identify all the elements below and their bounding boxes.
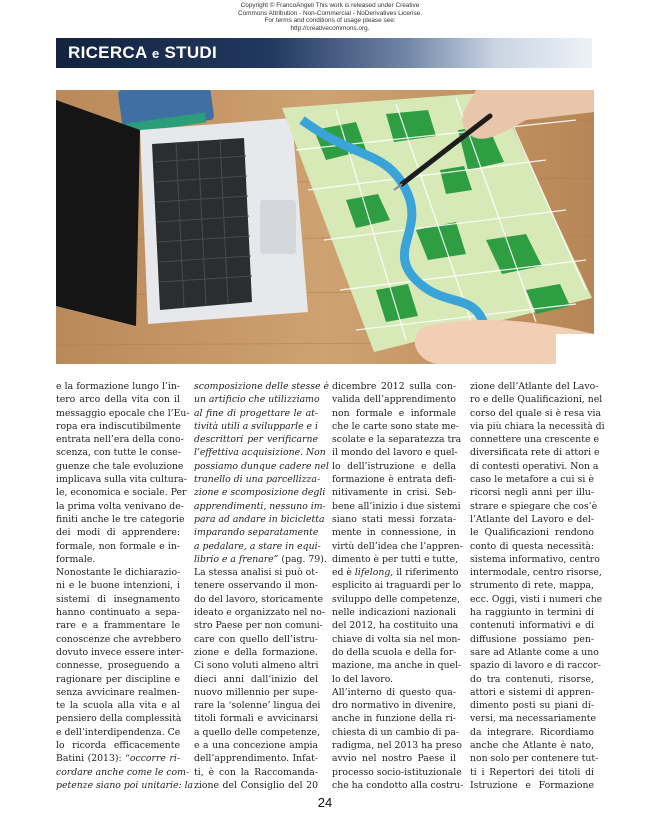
text-line bbox=[470, 593, 603, 606]
body-text: caso le metafore a cui si è bbox=[470, 474, 594, 486]
text-line bbox=[56, 513, 185, 526]
text-line bbox=[56, 433, 184, 446]
body-text: da integrare. Ricordiamo bbox=[470, 726, 594, 738]
body-text: do del lavoro, storicamente bbox=[194, 593, 324, 605]
body-text: dicembre 2012 sulla con- bbox=[332, 381, 456, 392]
body-text: sviluppo delle competenze, bbox=[332, 593, 460, 605]
body-text: Batini (2013): bbox=[56, 753, 126, 765]
text-line bbox=[194, 766, 318, 779]
text-line bbox=[470, 659, 601, 672]
body-text: zione e della formazione. bbox=[194, 646, 318, 658]
copyright-line: http://creativecommons.org. bbox=[290, 24, 370, 32]
body-text: ideato e organizzato nel no- bbox=[194, 607, 325, 619]
body-text: mente in connessione, in bbox=[332, 527, 456, 539]
text-line bbox=[332, 752, 456, 765]
body-text: valida dell’apprendimento bbox=[332, 394, 456, 406]
body-text: che ha condotto alla costru- bbox=[332, 779, 464, 791]
text-line bbox=[470, 779, 594, 792]
italic-text: al fine di progettare le at- bbox=[194, 407, 318, 419]
body-text: scenza, con tutte le conse- bbox=[56, 447, 181, 459]
body-text: scolate e la separatezza tra bbox=[332, 434, 462, 446]
text-line bbox=[56, 593, 180, 606]
desk-map-illustration bbox=[56, 90, 594, 364]
body-text: e la formazione lungo l’in- bbox=[56, 381, 180, 392]
body-text: ragionare per discipline e bbox=[56, 673, 180, 685]
text-line bbox=[56, 712, 180, 725]
text-line bbox=[332, 380, 456, 393]
text-line bbox=[56, 407, 190, 420]
text-column bbox=[194, 380, 329, 792]
italic-text: zione e scomposizione degli bbox=[194, 487, 326, 499]
body-text: conoscenze che avrebbero bbox=[56, 633, 182, 645]
text-line bbox=[470, 446, 600, 459]
text-line bbox=[470, 407, 602, 420]
text-line bbox=[470, 699, 594, 712]
body-text: via più chiara la necessità di bbox=[470, 420, 605, 432]
section-title-connector: e bbox=[151, 46, 160, 61]
text-line bbox=[56, 766, 190, 779]
text-line bbox=[470, 619, 594, 632]
text-line bbox=[332, 673, 456, 686]
body-text: l’Atlante del Lavoro e del- bbox=[470, 513, 594, 525]
body-text: zione del Consiglio del 20 bbox=[194, 779, 318, 791]
text-line bbox=[56, 380, 180, 393]
text-line bbox=[332, 619, 459, 632]
body-text: a quello delle competenze, bbox=[194, 726, 320, 738]
body-text: dieci anni dall’inizio del bbox=[194, 673, 318, 685]
text-line bbox=[332, 606, 456, 619]
text-line bbox=[194, 712, 318, 725]
body-text: la prima volta venivano de- bbox=[56, 500, 184, 512]
body-text: dei modi di apprendere: bbox=[56, 527, 180, 539]
text-line bbox=[332, 766, 462, 779]
body-text: senza avvicinare realmen- bbox=[56, 686, 180, 698]
body-text: di contesti operativi. Non a bbox=[470, 460, 599, 472]
italic-text: descrittori per verificarne bbox=[194, 434, 318, 446]
text-line bbox=[470, 380, 599, 393]
article-body bbox=[56, 380, 605, 791]
text-line bbox=[194, 673, 318, 686]
body-text: chiesta di un cambio di pa- bbox=[332, 726, 460, 738]
text-line bbox=[470, 739, 594, 752]
text-line bbox=[470, 526, 594, 539]
text-line bbox=[56, 699, 180, 712]
italic-text: possiamo dunque cadere nel bbox=[194, 460, 329, 472]
text-column bbox=[470, 380, 605, 792]
body-text: formale, non formale e in- bbox=[56, 540, 180, 552]
section-title bbox=[68, 43, 217, 63]
laptop-icon bbox=[56, 100, 308, 326]
text-line bbox=[332, 513, 456, 526]
body-text: virtù dell’idea che l’appren- bbox=[332, 540, 463, 552]
body-text: avvio nel nostro Paese il bbox=[332, 753, 456, 765]
body-text: attori e sistemi di appren- bbox=[470, 686, 594, 698]
body-text: sare ad Atlante come a uno bbox=[470, 646, 599, 658]
text-line bbox=[194, 579, 318, 592]
body-text: nuovo millennio per supe- bbox=[194, 686, 318, 698]
body-text: chiave di volta sia nel mon- bbox=[332, 633, 461, 645]
body-text: diversificata rete di attori e bbox=[470, 447, 600, 459]
body-text: ecc. Oggi, visti i numeri che bbox=[470, 593, 603, 605]
body-text: lo dell’istruzione e della bbox=[332, 460, 456, 472]
text-line bbox=[332, 779, 464, 792]
text-line bbox=[470, 486, 594, 499]
text-line bbox=[470, 752, 599, 765]
text-line bbox=[194, 699, 321, 712]
body-text: implicava sulla vita cultura- bbox=[56, 474, 187, 486]
body-text: La stessa analisi si può ot- bbox=[194, 567, 319, 579]
text-line bbox=[194, 686, 318, 699]
body-text: pensiero della complessità bbox=[56, 713, 182, 725]
body-text: messaggio epocale che l’Eu- bbox=[56, 407, 190, 419]
italic-text: cordare anche come le com- bbox=[56, 766, 190, 778]
text-line bbox=[56, 553, 180, 566]
body-text: care con quello dell’istru- bbox=[194, 633, 318, 645]
body-text: anche che Atlante è nato, bbox=[470, 740, 594, 752]
text-line bbox=[56, 486, 187, 499]
body-text: te la scuola alla vita e al bbox=[56, 700, 180, 712]
body-text: conto di questa necessità: bbox=[470, 540, 594, 552]
body-text: rare la ‘solenne’ lingua dei bbox=[194, 700, 321, 712]
body-text: diffusione possiamo pen- bbox=[470, 633, 594, 645]
body-text: dimento posti su piani di- bbox=[470, 700, 594, 712]
body-text: sistemi di insegnamento bbox=[56, 593, 180, 605]
text-line bbox=[56, 566, 180, 579]
text-line bbox=[194, 500, 326, 513]
body-text: esplicito ai traguardi per lo bbox=[332, 580, 462, 592]
body-text: dell’apprendimento. Infat- bbox=[194, 753, 318, 765]
text-line bbox=[332, 712, 456, 725]
text-line bbox=[194, 593, 324, 606]
italic-text: para ad andare in bicicletta bbox=[194, 513, 325, 525]
text-line bbox=[56, 686, 180, 699]
body-text: il mondo del lavoro e quel- bbox=[332, 447, 458, 459]
body-text: sistema informativo, centro bbox=[470, 553, 600, 565]
body-text: finiti anche le tre categorie bbox=[56, 513, 185, 525]
text-line bbox=[194, 513, 325, 526]
body-text: ha raggiunto in termini di bbox=[470, 607, 594, 619]
text-line bbox=[470, 513, 594, 526]
body-text: processo socio-istituzionale bbox=[332, 766, 462, 778]
text-line bbox=[56, 540, 180, 553]
text-line bbox=[332, 433, 462, 446]
italic-text: l’effettiva acquisizione. Non bbox=[194, 447, 326, 459]
text-line bbox=[56, 752, 180, 765]
body-text: ro e delle Qualificazioni, nel bbox=[470, 394, 603, 406]
body-text: tenere osservando il mon- bbox=[194, 580, 318, 592]
text-column bbox=[332, 380, 464, 792]
text-line bbox=[194, 619, 323, 632]
text-line bbox=[194, 393, 318, 406]
text-line bbox=[332, 593, 460, 606]
body-text: All’interno di questo qua- bbox=[332, 686, 456, 698]
body-text: guenze che tale evoluzione bbox=[56, 460, 184, 472]
text-line bbox=[56, 500, 184, 513]
text-line bbox=[332, 646, 456, 659]
body-text: titoli formali e avvicinarsi bbox=[194, 713, 318, 725]
text-line bbox=[194, 540, 321, 553]
text-line bbox=[194, 553, 327, 566]
text-line bbox=[470, 393, 603, 406]
text-line bbox=[332, 579, 462, 592]
text-line bbox=[332, 420, 460, 433]
body-text: corso del quale si è resa via bbox=[470, 407, 602, 419]
text-line bbox=[470, 566, 602, 579]
text-line bbox=[56, 473, 187, 486]
body-text: nelle indicazioni nazionali bbox=[332, 607, 456, 619]
text-line bbox=[56, 393, 180, 406]
text-line bbox=[470, 420, 605, 433]
text-line bbox=[56, 460, 184, 473]
body-text: dimento è per tutti e tutte, bbox=[332, 553, 459, 565]
text-line bbox=[470, 673, 594, 686]
body-text: tero arco della vita con il bbox=[56, 394, 180, 406]
body-text: bene all’inizio i due sistemi bbox=[332, 500, 461, 512]
italic-text: librio e a frenare” bbox=[194, 553, 279, 565]
body-text: lo del lavoro. bbox=[332, 673, 394, 685]
body-text: le, economica e sociale. Per bbox=[56, 487, 187, 499]
body-text: strumento di rete, mappa, bbox=[470, 580, 594, 592]
body-text: ti i Repertori dei titoli di bbox=[470, 766, 594, 778]
body-text: do tra contenuti, risorse, bbox=[470, 673, 594, 685]
italic-text: lifelong bbox=[354, 567, 391, 579]
body-text: mazione, ma anche in quel- bbox=[332, 660, 462, 672]
italic-text: “occorre ri- bbox=[125, 753, 180, 765]
text-line bbox=[332, 726, 460, 739]
text-line bbox=[56, 673, 180, 686]
text-line bbox=[332, 553, 459, 566]
body-text: ed è bbox=[332, 567, 355, 579]
body-text: ni e le buone intenzioni, i bbox=[56, 580, 180, 592]
body-text: versi, ma necessariamente bbox=[470, 713, 596, 725]
text-line bbox=[470, 460, 599, 473]
text-line bbox=[194, 646, 318, 659]
text-line bbox=[56, 420, 180, 433]
text-line bbox=[332, 540, 463, 553]
body-text: stro Paese per non comuni- bbox=[194, 620, 323, 632]
body-text: le Qualificazioni rendono bbox=[470, 527, 594, 539]
text-line bbox=[194, 380, 329, 393]
text-line bbox=[194, 633, 318, 646]
body-text: rare e a frammentare le bbox=[56, 620, 180, 632]
italic-text: petenze siano poi unitarie: la bbox=[56, 779, 194, 791]
text-line bbox=[470, 646, 599, 659]
body-text: ropa era indiscutibilmente bbox=[56, 420, 181, 432]
text-line bbox=[470, 540, 594, 553]
text-line bbox=[332, 739, 462, 752]
body-text: non solo per contenere tut- bbox=[470, 753, 599, 765]
italic-text: imparando separatamente bbox=[194, 527, 319, 539]
body-text: connesse, proseguendo a bbox=[56, 660, 180, 672]
body-text: connettere una crescente e bbox=[470, 434, 599, 446]
text-line bbox=[194, 407, 318, 420]
text-line bbox=[470, 579, 594, 592]
text-line bbox=[56, 659, 180, 672]
section-title-part1: RICERCA bbox=[68, 43, 152, 62]
body-text: spazio di lavoro e di raccor- bbox=[470, 660, 601, 672]
body-text: strare e spiegare che cos’è bbox=[470, 500, 598, 512]
text-line bbox=[470, 633, 594, 646]
text-line bbox=[332, 526, 456, 539]
text-line bbox=[56, 619, 180, 632]
body-text: Istruzione e Formazione bbox=[470, 779, 594, 791]
text-line bbox=[56, 739, 180, 752]
body-text: anche in funzione della ri- bbox=[332, 713, 456, 725]
text-line bbox=[470, 553, 600, 566]
body-text: zione dell’Atlante del Lavo- bbox=[470, 381, 599, 392]
text-line bbox=[194, 526, 318, 539]
copyright-line: Copyright © FrancoAngeli This work is released under Creative bbox=[240, 2, 420, 9]
body-text: dovuto invece essere inter- bbox=[56, 646, 184, 658]
text-line bbox=[194, 726, 318, 739]
body-text: (pag. 79). bbox=[278, 553, 327, 565]
italic-text: tività utili a svilupparle e i bbox=[194, 420, 318, 432]
italic-text: un artificio che utilizziamo bbox=[194, 394, 320, 406]
hero-photo bbox=[56, 90, 594, 364]
body-text: ricorsi negli anni per illu- bbox=[470, 487, 594, 499]
text-line bbox=[194, 446, 326, 459]
page-number: 24 bbox=[317, 795, 333, 810]
body-text: Ci sono voluti almeno altri bbox=[194, 660, 319, 672]
section-title-part2: STUDI bbox=[159, 43, 218, 62]
text-line bbox=[194, 606, 325, 619]
body-text: formale. bbox=[56, 553, 96, 565]
text-line bbox=[470, 712, 594, 725]
text-line bbox=[194, 779, 318, 792]
text-line bbox=[194, 566, 318, 579]
text-line bbox=[56, 633, 180, 646]
text-line bbox=[470, 500, 598, 513]
text-line bbox=[194, 420, 318, 433]
body-text: lo ricorda efficacemente bbox=[56, 740, 180, 752]
text-line bbox=[194, 460, 329, 473]
body-text: ti, è con la Raccomanda- bbox=[194, 766, 318, 778]
text-line bbox=[470, 726, 594, 739]
text-line bbox=[194, 433, 318, 446]
text-line bbox=[194, 752, 318, 765]
body-text: e dell’interdipendenza. Ce bbox=[56, 726, 181, 738]
body-text: non formale e informale bbox=[332, 407, 456, 419]
text-line bbox=[56, 579, 180, 592]
section-banner bbox=[56, 38, 592, 68]
italic-text: tranello di una parcellizza- bbox=[194, 474, 321, 486]
body-text: dro normativo in divenire, bbox=[332, 700, 456, 712]
text-line bbox=[194, 659, 318, 672]
body-text: nitivamente in crisi. Seb- bbox=[332, 487, 456, 499]
text-line bbox=[332, 446, 456, 459]
text-line bbox=[332, 460, 456, 473]
text-line bbox=[332, 699, 456, 712]
italic-text: a pedalare, a stare in equi- bbox=[194, 540, 321, 552]
text-line bbox=[470, 606, 594, 619]
text-line bbox=[56, 726, 180, 739]
text-line bbox=[56, 446, 180, 459]
copyright-line: For terms and conditions of usage please see: bbox=[264, 17, 396, 25]
body-text: , il riferimento bbox=[390, 567, 459, 579]
body-text: do della scuola e della for- bbox=[332, 646, 457, 658]
text-line bbox=[332, 473, 456, 486]
text-line bbox=[332, 486, 456, 499]
text-line bbox=[470, 433, 599, 446]
body-text: del 2012, ha costituito una bbox=[332, 620, 459, 632]
body-text: radigma, nel 2013 ha preso bbox=[332, 740, 462, 752]
body-text: entrata nell’era della cono- bbox=[56, 434, 184, 446]
text-line bbox=[332, 393, 456, 406]
text-line bbox=[332, 500, 461, 513]
text-line bbox=[332, 659, 462, 672]
copyright-notice bbox=[200, 2, 460, 32]
body-text: hanno continuato a sepa- bbox=[56, 607, 180, 619]
body-text: che le carte sono state me- bbox=[332, 420, 460, 432]
italic-text: scomposizione delle stesse è bbox=[194, 381, 329, 392]
text-line bbox=[470, 473, 594, 486]
italic-text: apprendimenti, nessuno im- bbox=[194, 500, 326, 512]
text-line bbox=[332, 633, 461, 646]
body-text: siano stati messi forzata- bbox=[332, 513, 456, 525]
text-line bbox=[332, 686, 456, 699]
body-text: intermodale, centro risorse, bbox=[470, 567, 602, 579]
text-line bbox=[194, 739, 318, 752]
text-line bbox=[56, 779, 194, 792]
text-line bbox=[56, 606, 180, 619]
text-line bbox=[332, 566, 459, 579]
body-text: Nonostante le dichiarazio- bbox=[56, 567, 181, 579]
body-text: e a una concezione ampia bbox=[194, 740, 318, 752]
text-line bbox=[56, 646, 184, 659]
text-line bbox=[470, 766, 594, 779]
text-line bbox=[56, 526, 180, 539]
body-text: contenuti informativi e di bbox=[470, 620, 594, 632]
text-line bbox=[194, 486, 326, 499]
text-line bbox=[194, 473, 321, 486]
text-line bbox=[332, 407, 456, 420]
body-text: formazione è entrata defi- bbox=[332, 474, 456, 486]
copyright-line: Commons Attribution - Non-Commercial - NoDerivatives License. bbox=[238, 9, 422, 17]
text-line bbox=[470, 686, 594, 699]
text-column bbox=[56, 380, 194, 792]
